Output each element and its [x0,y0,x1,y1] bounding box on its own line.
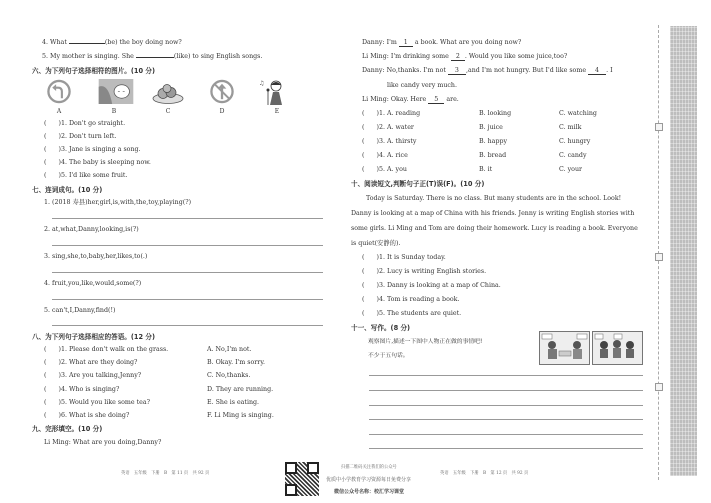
girl-singing-icon [257,77,287,107]
binding-stripe [670,26,697,476]
reorder-item: 2. at,what,Danny,looking,is(?) [44,226,139,233]
classroom-scene-1-icon [539,331,590,365]
section-7-heading: 七、连词成句。(10 分) [32,186,103,194]
choice-number: 4. [378,152,385,159]
item-text: 3. Are you talking,Jenny? [60,372,142,379]
item-text: 4. The baby is sleeping now. [60,159,151,166]
tf-item [362,269,486,275]
section-11-heading: 十一、写作。(8 分) [351,324,411,332]
answer-line[interactable] [52,325,323,326]
answer-bracket[interactable]: ( ) [44,412,61,419]
dialogue-text: are. [446,96,459,103]
writing-line[interactable] [369,405,643,406]
item-text: 3. Jane is singing a song. [60,146,141,153]
section-8-heading: 八、为下列句子选择相应的答语。(12 分) [32,333,155,341]
answer-bracket[interactable]: ( ) [362,124,379,131]
choice-row [362,167,407,173]
match-item [44,134,116,140]
fruit-plate-icon [152,81,184,106]
item-text: (be) the boy doing now? [104,39,182,46]
answer-blank[interactable] [69,43,105,44]
reply-question [44,400,150,406]
writing-instruction: 不少于五句话。 [368,353,409,359]
dialogue-text: Danny: No,thanks. I'm not [362,67,446,74]
choice-number: 1. [378,110,385,117]
item-text: 5. Would you like some tea? [60,399,150,406]
match-item [44,121,125,127]
choice-row [362,153,408,159]
section-9-heading: 九、完形填空。(10 分) [32,425,103,433]
answer-bracket[interactable]: ( ) [362,152,379,159]
reorder-item: 1. (2018 寿县)her,girl,is,with,the,toy,playing(?) [44,199,192,206]
choice-c: C. hungry [559,138,591,145]
passage-line: some girls. Li Ming and Tom are doing their homework. Lucy is reading a book. Everyone [351,225,638,232]
dialogue-text: Li Ming: Okay. Here [362,96,427,103]
dialogue-text: ,and I'm not hungry. But I'd like some [465,67,587,74]
picture-label-b: B [111,108,117,115]
dialogue-line [362,40,521,47]
match-item [44,173,127,179]
reply-option: E. She is eating. [207,399,260,406]
item-text: 4. Who is singing? [60,386,120,393]
answer-bracket[interactable]: ( ) [44,172,61,179]
answer-bracket[interactable]: ( ) [44,386,61,393]
answer-line[interactable] [52,218,323,219]
choice-b: B. happy [479,138,508,145]
classroom-scene-2-icon [592,331,643,365]
item-text: 1. Please don't walk on the grass. [60,346,169,353]
answer-bracket[interactable]: ( ) [362,254,379,261]
cloze-line: Li Ming: What are you doing,Danny? [44,439,162,446]
answer-line[interactable] [52,272,323,273]
writing-line[interactable] [369,375,643,376]
dialogue-text: Danny: I'm [362,39,397,46]
dialogue-text: . I [606,67,613,74]
dialogue-text: a book. What are you doing now? [414,39,522,46]
dialogue-line [362,97,459,104]
reply-question [44,413,129,419]
picture-label-d: D [219,108,225,115]
item-text: (like) to sing English songs. [173,53,263,60]
choice-row [362,139,416,145]
passage-line: Today is Saturday. There is no class. But many students are in the school. Look! [366,195,622,202]
choice-a: A. thirsty [386,138,417,145]
answer-bracket[interactable]: ( ) [362,268,379,275]
item-text: 1. It is Sunday today. [378,254,446,261]
dialogue-text: Li Ming: I'm drinking some [362,53,449,60]
choice-number: 2. [378,124,385,131]
item-text: 2. Don't turn left. [60,133,117,140]
no-straight-sign-icon [209,79,235,104]
section-6-heading: 六、为下列句子选择相符的图片。(10 分) [32,67,155,75]
choice-a: A. water [386,124,414,131]
dialogue-line: like candy very much. [387,82,457,89]
answer-bracket[interactable]: ( ) [44,159,61,166]
answer-bracket[interactable]: ( ) [362,110,379,117]
answer-bracket[interactable]: ( ) [362,282,379,289]
tf-item [362,297,459,303]
match-item [44,160,151,166]
tf-item [362,311,461,317]
page-footer-left: 英语 五年级 下册 B 第 11 页 共 92 页 [121,471,210,476]
reply-option: A. No,I'm not. [207,346,252,353]
reply-question [44,347,168,353]
writing-line[interactable] [369,390,643,391]
qr-code-icon [285,462,319,496]
item-text: 2. What are they doing? [60,359,138,366]
fill-item-4 [42,40,182,46]
binding-marker-icon [655,253,663,261]
sleeping-baby-icon [98,79,134,104]
writing-line[interactable] [369,448,643,449]
cloze-blank-3[interactable]: 3 [448,68,466,75]
choice-number: 3. [378,138,385,145]
passage-line: is quiet(安静的). [351,240,401,247]
reply-option: B. Okay. I'm sorry. [207,359,266,366]
binding-marker-icon [655,123,663,131]
cloze-blank-4[interactable]: 4 [588,68,606,75]
choice-c: C. watching [559,110,597,117]
answer-bracket[interactable]: ( ) [362,296,379,303]
answer-bracket[interactable]: ( ) [362,310,379,317]
answer-bracket[interactable]: ( ) [44,120,61,127]
choice-row [362,125,414,131]
picture-label-e: E [274,108,280,115]
item-text: 4. Tom is reading a book. [378,296,460,303]
reply-question [44,387,119,393]
answer-bracket[interactable]: ( ) [44,359,61,366]
dialogue-text: . Would you like some juice,too? [464,53,568,60]
reorder-item: 4. fruit,you,like,would,some(?) [44,280,142,287]
answer-bracket[interactable]: ( ) [362,166,379,173]
section-10-heading: 十、阅读短文,判断句子正(T)误(F)。(10 分) [351,180,485,188]
binding-marker-icon [655,383,663,391]
qr-promo-text: 优质中小学教育学习资源每日免费分享 [326,477,412,483]
dialogue-line [362,54,567,61]
reply-option: F. Li Ming is singing. [207,412,274,419]
answer-bracket[interactable]: ( ) [44,372,61,379]
item-number: 5. [42,53,49,60]
choice-a: A. rice [386,152,408,159]
fill-item-5 [42,54,262,60]
answer-bracket[interactable]: ( ) [44,133,61,140]
choice-row [362,111,420,117]
tf-item [362,255,446,261]
item-text: 2. Lucy is writing English stories. [378,268,487,275]
item-text: 5. I'd like some fruit. [60,172,128,179]
reply-option: D. They are running. [207,386,274,393]
reply-question [44,373,141,379]
choice-c: C. candy [559,152,587,159]
dialogue-line [362,68,613,75]
reorder-item: 3. sing,she,to,baby,her,likes,to(.) [44,253,148,260]
writing-line[interactable] [369,434,643,435]
page-footer-right: 英语 五年级 下册 B 第 12 页 共 92 页 [440,471,529,476]
choice-number: 5. [378,166,385,173]
item-text: 3. Danny is looking at a map of China. [378,282,501,289]
picture-label-c: C [165,108,171,115]
answer-bracket[interactable]: ( ) [44,399,61,406]
answer-bracket[interactable]: ( ) [44,346,61,353]
passage-line: Danny is looking at a map of China with his friends. Jenny is writing English stories with [351,210,635,217]
choice-a: A. you [386,166,407,173]
writing-line[interactable] [369,419,643,420]
cloze-blank-5[interactable]: 5 [428,97,444,104]
reply-option: C. No,thanks. [207,372,251,379]
answer-blank[interactable] [136,57,174,58]
choice-b: B. juice [479,124,503,131]
qr-caption: 扫描二维码关注我们的公众号 [341,465,397,470]
item-text: 5. The students are quiet. [378,310,462,317]
choice-c: C. milk [559,124,582,131]
cloze-blank-1[interactable]: 1 [399,40,413,47]
picture-label-a: A [56,108,62,115]
item-number: 4. [42,39,49,46]
item-text: My mother is singing. She [50,53,134,60]
tf-item [362,283,501,289]
match-item [44,147,141,153]
answer-line[interactable] [52,245,323,246]
item-text: 6. What is she doing? [60,412,130,419]
choice-b: B. it [479,166,493,173]
reorder-item: 5. can't,I,Danny,find(!) [44,307,116,314]
item-text: What [50,39,67,46]
answer-line[interactable] [52,299,323,300]
choice-b: B. looking [479,110,512,117]
answer-bracket[interactable]: ( ) [44,146,61,153]
writing-instruction: 观察图片,描述一下图中人物正在做的事情吧! [368,339,483,345]
choice-c: C. your [559,166,583,173]
reply-question [44,360,137,366]
choice-a: A. reading [386,110,421,117]
no-left-turn-sign-icon [46,79,72,104]
answer-bracket[interactable]: ( ) [362,138,379,145]
cloze-blank-2[interactable]: 2 [451,54,465,61]
item-text: 1. Don't go straight. [60,120,126,127]
svg-text:♫: ♫ [259,80,265,87]
choice-b: B. bread [479,152,507,159]
wechat-account-name: 微信公众号名称：校汇学习课堂 [334,489,405,495]
